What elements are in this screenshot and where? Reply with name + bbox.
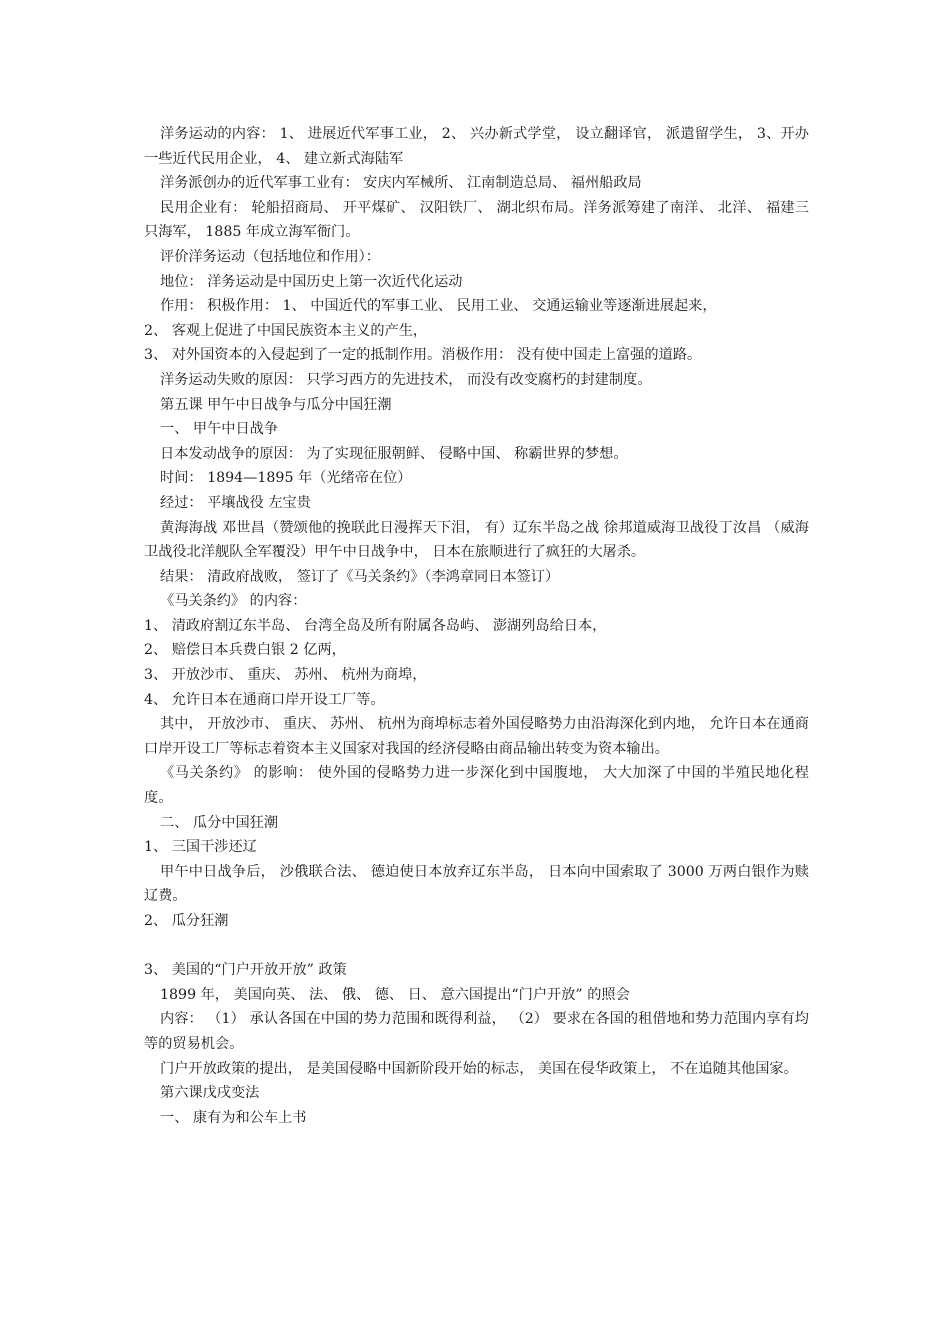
subsection-triple-intervention: 1、 三国干涉还辽 bbox=[144, 839, 257, 856]
paragraph-triple-intervention: 甲午中日战争后， 沙俄联合法、 德迫使日本放弃辽东半岛， 日本向中国索取了 3000 万两白银作为赎辽费。 bbox=[144, 863, 809, 905]
paragraph-status: 地位： 洋务运动是中国历史上第一次近代化运动 bbox=[160, 273, 463, 290]
document-page bbox=[144, 122, 809, 1130]
list-item-treaty-2: 2、 赔偿日本兵费白银 2 亿两， bbox=[144, 642, 346, 659]
section-2-heading: 二、 瓜分中国狂潮 bbox=[160, 814, 279, 831]
list-item-treaty-3: 3、 开放沙市、 重庆、 苏州、 杭州为商埠， bbox=[144, 667, 427, 684]
lesson-5-title: 第五课 甲午中日战争与瓜分中国狂潮 bbox=[160, 396, 392, 413]
list-item-treaty-1: 1、 清政府割辽东半岛、 台湾全岛及所有附属各岛屿、 澎湖列岛给日本， bbox=[144, 617, 607, 634]
paragraph-effect-2: 2、 客观上促进了中国民族资本主义的产生， bbox=[144, 322, 428, 339]
paragraph-yangwu-content: 洋务运动的内容： 1、 进展近代军事工业， 2、 兴办新式学堂， 设立翻译官， 派遣留学生， 3、开办一些近代民用企业， 4、 建立新式海陆军 bbox=[144, 126, 809, 167]
paragraph-open-door-significance: 门户开放政策的提出， 是美国侵略中国新阶段开始的标志， 美国在侵华政策上， 不在追随其他国家。 bbox=[160, 1060, 798, 1077]
paragraph-failure-reason: 洋务运动失败的原因： 只学习西方的先进技术， 而没有改变腐朽的封建制度。 bbox=[160, 371, 652, 388]
paragraph-treaty-significance: 其中， 开放沙市、 重庆、 苏州、 杭州为商埠标志着外国侵略势力由沿海深化到内地， 允许日本在通商口岸开设工厂等标志着资本主义国家对我国的经济侵略由商品输出转变为资本输出。 bbox=[144, 716, 809, 757]
paragraph-military-industry: 洋务派创办的近代军事工业有： 安庆内军械所、 江南制造总局、 福州船政局 bbox=[160, 175, 642, 192]
section-kang-youwei-heading: 一、 康有为和公车上书 bbox=[160, 1109, 307, 1126]
paragraph-evaluation-heading: 评价洋务运动（包括地位和作用）： bbox=[160, 248, 380, 265]
paragraph-war-reason: 日本发动战争的原因： 为了实现征服朝鲜、 侵略中国、 称霸世界的梦想。 bbox=[160, 445, 628, 462]
subsection-partition-frenzy: 2、 瓜分狂潮 bbox=[144, 913, 229, 929]
paragraph-treaty-content-heading: 《马关条约》 的内容： bbox=[160, 593, 307, 610]
section-1-heading: 一、 甲午中日战争 bbox=[160, 421, 279, 438]
paragraph-war-time: 时间： 1894—1895 年（光绪帝在位） bbox=[160, 470, 412, 487]
paragraph-effect-3: 3、 对外国资本的入侵起到了一定的抵制作用。消极作用： 没有使中国走上富强的道路。 bbox=[144, 347, 702, 364]
paragraph-war-result: 结果： 清政府战败， 签订了《马关条约》（李鸿章同日本签订） bbox=[160, 568, 560, 585]
paragraph-effect: 作用： 积极作用： 1、 中国近代的军事工业、 民用工业、 交通运输业等逐渐进展起来， bbox=[160, 298, 717, 315]
paragraph-open-door-content: 内容： （1） 承认各国在中国的势力范围和既得利益， （2） 要求在各国的租借地和势力范围内享有均等的贸易机会。 bbox=[144, 1011, 809, 1052]
blank-line bbox=[144, 934, 809, 959]
subsection-open-door: 3、 美国的“门户开放开放” 政策 bbox=[144, 962, 347, 979]
paragraph-treaty-impact: 《马关条约》 的影响： 使外国的侵略势力进一步深化到中国腹地， 大大加深了中国的半殖民地化程度。 bbox=[144, 765, 809, 807]
paragraph-war-battles: 黄海海战 邓世昌（赞颂他的挽联此日漫挥天下泪， 有）辽东半岛之战 徐邦道威海卫战役丁汝昌 （威海卫战役北洋舰队全军覆没）甲午中日战争中， 日本在旅顺进行了疯狂的大屠杀。 bbox=[144, 519, 809, 561]
list-item-treaty-4: 4、 允许日本在通商口岸开设工厂等。 bbox=[144, 691, 385, 708]
paragraph-civil-enterprise: 民用企业有： 轮船招商局、 开平煤矿、 汉阳铁厂、 湖北织布局。洋务派筹建了南洋、 北洋、 福建三只海军， 1885 年成立海军衙门。 bbox=[144, 199, 809, 241]
paragraph-war-course: 经过： 平壤战役 左宝贵 bbox=[160, 494, 311, 511]
paragraph-open-door-note: 1899 年， 美国向英、 法、 俄、 德、 日、 意六国提出“门户开放” 的照会 bbox=[160, 986, 630, 1003]
lesson-6-title: 第六课戊戌变法 bbox=[160, 1085, 260, 1102]
